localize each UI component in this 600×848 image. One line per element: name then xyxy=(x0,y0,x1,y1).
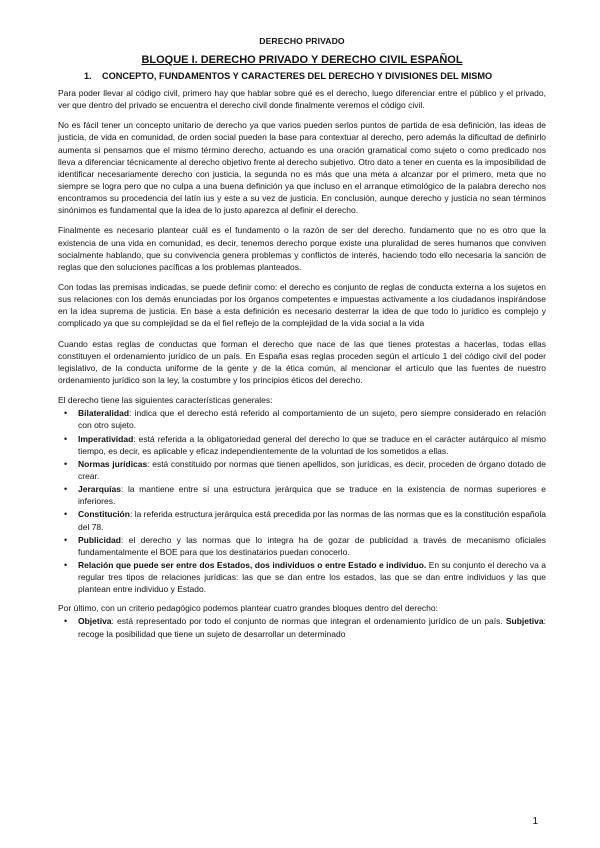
bullet-icon: • xyxy=(64,484,68,495)
bullet-icon: • xyxy=(64,534,68,545)
list-item-term: Relación que puede ser entre dos Estados, dos individuos o entre Estado e individuo. xyxy=(78,559,427,570)
bullet-icon: • xyxy=(64,408,68,419)
list-item xyxy=(58,534,546,558)
page-header: DERECHO PRIVADO xyxy=(259,36,345,46)
paragraph-definition: Con todas las premisas indicadas, se puede definir como: el derecho es conjunto de reglas de conducta externa a los sujetos en sus relaciones con los demás enunciadas por los órganos competentes e impuestas activamente a los ciudadanos inspirándose en la idea suprema de justicia. En base a esta definición es necesario desterrar la idea de que todo lo jurídico es complejo y complicado ya que su complejidad se da el fiel reflejo de la complejidad de la vida social a la vida xyxy=(58,281,546,329)
list-item-text: : la referida estructura jerárquica está precedida por las normas de las normas que es la constitución española del 78. xyxy=(78,509,546,532)
list-item-text: : el derecho y las normas que lo integra ha de gozar de publicidad a través de mecanismo oficiales fundamentalmente el BOE para que los destinatarios puedan conocerlo. xyxy=(78,534,546,557)
blocks-intro: Por último, con un criterio pedagógico podemos plantear cuatro grandes bloques dentro del derecho: xyxy=(58,603,438,614)
list-item xyxy=(58,615,546,639)
page-number: 1 xyxy=(532,816,538,827)
list-item-term: Imperatividad xyxy=(78,433,134,444)
list-item-text: : está referida a la obligatoriedad general del derecho lo que se traduce en el carácter autárquico al mismo tiempo, es decir, es aplicable y eficaz independientemente de la voluntad de los sometidos a ellas. xyxy=(78,433,546,456)
section-title: CONCEPTO, FUNDAMENTOS Y CARACTERES DEL DERECHO Y DIVISIONES DEL MISMO xyxy=(102,71,493,81)
list-item-term: Jerarquías xyxy=(78,484,121,495)
list-item xyxy=(58,407,546,431)
paragraph-concept: No es fácil tener un concepto unitario de derecho ya que varios pueden serlos puntos de partida de esa definición, las ideas de justicia, de vida en comunidad, de orden social pueden la base para contextuar al derecho, pero además la dificultad de definirlo aumenta si pensamos que el mismo término derecho, actuando es una oración gramatical como sujeto o como predicado nos lleva a diferenciar técnicamente al derecho objetivo frente al derecho subjetivo. Otro dato a tener en cuenta es la imposibilidad de identificar necesariamente derecho con justicia, la segunda no es más que una meta a alcanzar por el primero, meta que no siempre se logra pero que no culpa a una buena definición ya que incluso en el arranque etimológico de la palabra derecho nos encontramos su procedencia del latín ius y este a su vez de justicia. En conclusión, aunque derecho y justicia no sean términos sinónimos es fundamental que la idea de lo justo aparezca al definir el derecho. xyxy=(58,120,546,216)
characteristics-intro: El derecho tiene las siguientes características generales: xyxy=(58,395,273,406)
list-item-term: Publicidad xyxy=(78,534,121,545)
document-title: BLOQUE I. DERECHO PRIVADO Y DERECHO CIVIL ESPAÑOL xyxy=(141,54,463,66)
list-item-term: Constitución xyxy=(78,509,130,520)
list-item-text-secondary: : recoge la posibilidad que tiene un sujeto de desarrollar un determinado xyxy=(78,616,546,639)
list-item-text: : la mantiene entre sí una estructura jerárquica que se traduce en la existencia de normas superiores e inferiores. xyxy=(78,484,546,507)
list-item-text: : indica que el derecho está referido al comportamiento de un sujeto, pero siempre considerado en relación con otro sujeto. xyxy=(78,408,546,431)
section-number: 1. xyxy=(84,71,92,81)
bullet-icon: • xyxy=(64,433,68,444)
list-item xyxy=(58,433,546,457)
bullet-icon: • xyxy=(64,559,68,570)
list-item xyxy=(58,508,546,532)
paragraph-legal-order: Cuando estas reglas de conductas que forman el derecho que nace de las que tienes protestas a hacerlas, todas ellas constituyen el ordenamiento jurídico de un país. En España esas reglas proceden según el artículo 1 del código civil del poder legislativo, de la conducta uniforme de la gente y de la ética común, al mencionar el artículo que las fuentes de nuestro ordenamiento jurídico son la ley, la costumbre y los principios éticos del derecho. xyxy=(58,338,546,385)
paragraph-intro: Para poder llevar al código civil, primero hay que hablar sobre qué es el derecho, luego diferenciar entre el público y el privado, ver que dentro del privado se encuentra el derecho civil donde finalmente veremos el código civil. xyxy=(58,88,546,111)
section-heading xyxy=(84,71,546,81)
list-item xyxy=(58,483,546,507)
characteristics-list xyxy=(58,407,546,595)
list-item-text: : está representado por todo el conjunto de normas que integran el ordenamiento jurídico de un país. xyxy=(111,616,506,627)
list-item-text: : está constituido por normas que tienen apellidos, son jurídicas, es decir, proceden de órgano dotado de crear. xyxy=(78,458,546,481)
bullet-icon: • xyxy=(64,509,68,520)
list-item-term-secondary: Subjetiva xyxy=(505,616,544,627)
list-item xyxy=(58,458,546,482)
list-item-term: Objetiva xyxy=(78,616,112,627)
list-item-term: Normas jurídicas xyxy=(78,458,148,469)
bullet-icon: • xyxy=(64,616,68,627)
list-item xyxy=(58,559,546,595)
blocks-list xyxy=(58,615,546,639)
paragraph-foundation: Finalmente es necesario plantear cuál es el fundamento o la razón de ser del derecho. fundamento que no es otro que la existencia de una vida en comunidad, es decir, tenemos derecho porque existe una pluralidad de seres humanos que conviven socialmente hablando, que su convivencia genera problemas y conflictos de interés, haciendo todo ello necesaria la sanción de reglas que den soluciones pacíficas a los problemas planteados. xyxy=(58,225,546,272)
page-content xyxy=(58,36,546,647)
list-item-term: Bilateralidad xyxy=(78,408,130,419)
list-item-text: En su conjunto el derecho va a regular tres tipos de relaciones jurídicas: las que se dan entre los estados, las que se dan entre individuos y las que plantean entre individuo y Estado. xyxy=(78,559,546,595)
bullet-icon: • xyxy=(64,458,68,469)
